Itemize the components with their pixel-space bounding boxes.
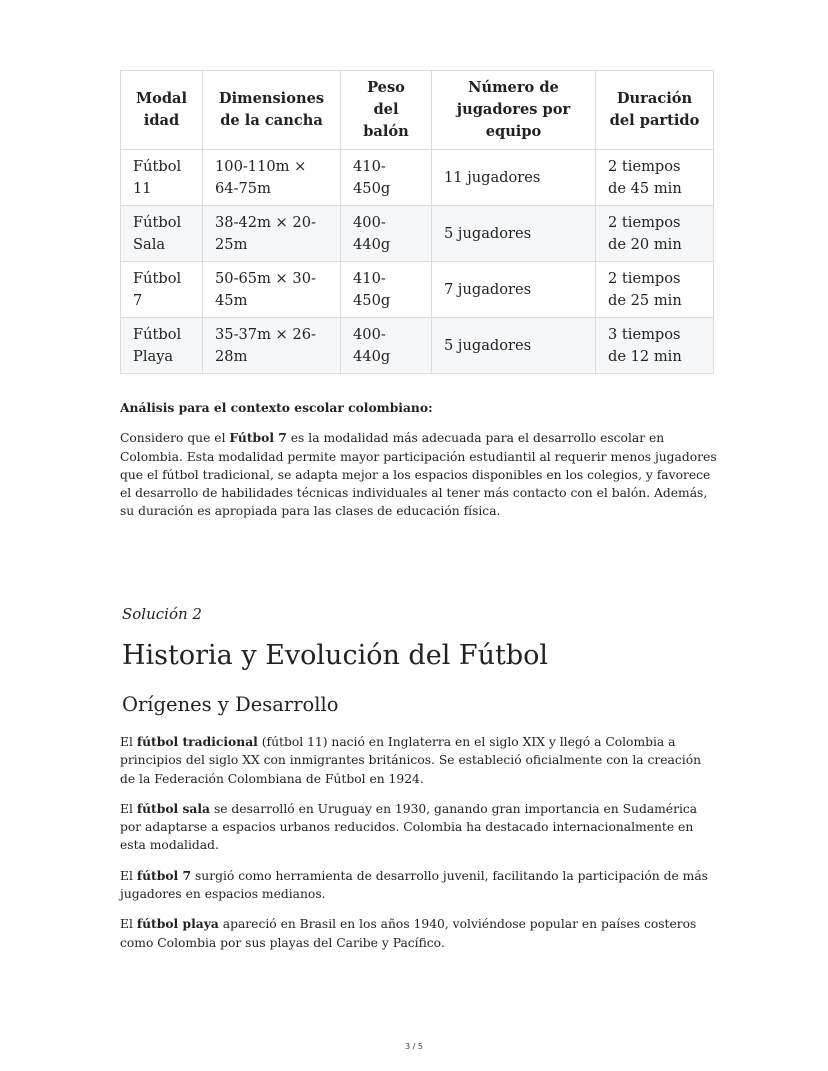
table-cell: 2 tiempos de 25 min — [596, 262, 714, 318]
column-header: Duración del partido — [596, 71, 714, 150]
table-cell: 410-450g — [341, 262, 432, 318]
text: apareció en Brasil en los años 1940, volviéndose popular en países costeros como Colombia por sus playas del Caribe y Pacífico. — [120, 917, 697, 950]
bold-text: fútbol tradicional — [136, 734, 258, 749]
table-cell: 35-37m × 26-28m — [203, 318, 341, 374]
text: El — [120, 868, 137, 883]
solution-label: Solución 2 — [122, 605, 202, 623]
text: El — [120, 801, 137, 816]
bold-text: Fútbol 7 — [229, 430, 287, 446]
table-cell: 5 jugadores — [432, 206, 596, 262]
analysis-paragraph — [120, 429, 720, 520]
section-title: Historia y Evolución del Fútbol — [122, 640, 549, 671]
text: se desarrolló en Uruguay en 1930, ganando gran importancia en Sudamérica por adaptarse a espacios urbanos reducidos. Colombia ha destacado internacionalmente en esta modalidad. — [120, 801, 698, 853]
text: Considero que el — [120, 431, 230, 446]
history-paragraphs — [120, 733, 720, 952]
history-paragraph — [120, 733, 720, 788]
column-header: Peso del balón — [341, 71, 432, 150]
column-header: Modal idad — [121, 71, 203, 150]
table-row — [121, 318, 714, 374]
table-cell: Fútbol 11 — [121, 150, 203, 206]
table-cell: 2 tiempos de 45 min — [596, 150, 714, 206]
bold-text: fútbol 7 — [136, 867, 192, 883]
table-cell: Fútbol Sala — [121, 206, 203, 262]
analysis-section — [120, 399, 720, 521]
bold-text: fútbol sala — [136, 800, 211, 816]
table-cell: 50-65m × 30-45m — [203, 262, 341, 318]
table-cell: 5 jugadores — [432, 318, 596, 374]
table-cell: 400-440g — [341, 318, 432, 374]
text: es la modalidad más adecuada para el desarrollo escolar en Colombia. Esta modalidad permite mayor participación estudiantil al requerir menos jugadores que el fútbol tradicional, se adapta mejor a los espacios disponibles en los colegios, y favorece el desarrollo de habilidades técnicas individuales al tener más contacto con el balón. Además, su duración es apropiada para las clases de educación física. — [120, 431, 717, 519]
table-cell: 100-110m × 64-75m — [203, 150, 341, 206]
table-cell: 38-42m × 20-25m — [203, 206, 341, 262]
table-cell: 3 tiempos de 12 min — [596, 318, 714, 374]
table-cell: 7 jugadores — [432, 262, 596, 318]
modalities-table — [120, 70, 714, 374]
table-row — [121, 150, 714, 206]
text: surgió como herramienta de desarrollo juvenil, facilitando la participación de más jugadores en espacios medianos. — [120, 868, 708, 902]
history-paragraph — [120, 867, 720, 904]
table-cell: 400-440g — [341, 206, 432, 262]
history-paragraph — [120, 800, 720, 855]
text: (fútbol 11) nació en Inglaterra en el siglo XIX y llegó a Colombia a principios del siglo XX con inmigrantes británicos. Se estableció oficialmente con la creación de la Federación Colombiana de Fútbol en 1924. — [120, 735, 702, 786]
page-number: 3 / 5 — [405, 1042, 423, 1051]
text: El — [120, 735, 137, 749]
table-cell: 11 jugadores — [432, 150, 596, 206]
table-row — [121, 262, 714, 318]
table-cell: 2 tiempos de 20 min — [596, 206, 714, 262]
bold-text: fútbol playa — [136, 916, 219, 932]
column-header: Dimensiones de la cancha — [203, 71, 341, 150]
table-row — [121, 206, 714, 262]
analysis-title: Análisis para el contexto escolar colombiano: — [120, 400, 433, 415]
text: El — [120, 917, 137, 932]
table-cell: 410-450g — [341, 150, 432, 206]
section-subtitle: Orígenes y Desarrollo — [122, 693, 339, 716]
column-header: Número de jugadores por equipo — [432, 71, 596, 150]
table-cell: Fútbol Playa — [121, 318, 203, 374]
table-header-row — [121, 71, 714, 150]
table-cell: Fútbol 7 — [121, 262, 203, 318]
history-paragraph — [120, 915, 720, 952]
